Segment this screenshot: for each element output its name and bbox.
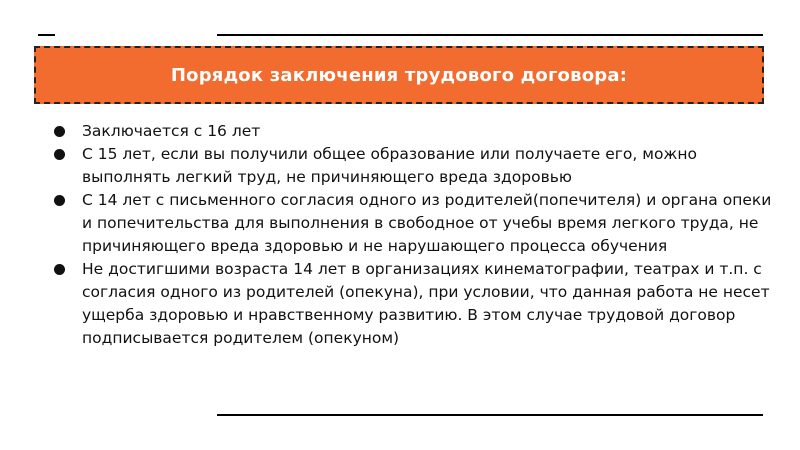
bullet-icon bbox=[54, 149, 65, 160]
bullet-icon bbox=[54, 195, 65, 206]
title-box bbox=[34, 46, 764, 104]
bullet-icon bbox=[54, 126, 65, 137]
decorative-line-short bbox=[38, 34, 55, 36]
bullet-text: С 15 лет, если вы получили общее образование или получаете его, можно выполнять легкий труд, не причиняющего вреда здоровью bbox=[82, 145, 698, 186]
slide-title: Порядок заключения трудового договора: bbox=[170, 64, 628, 86]
bullet-text: С 14 лет с письменного согласия одного из родителей(попечителя) и органа опеки и попечительства для выполнения в свободное от учебы время легкого труда, не причиняющего вреда здоровью и не нарушающего процесса обучения bbox=[82, 191, 772, 255]
bullet-icon bbox=[54, 264, 65, 275]
bullet-item bbox=[54, 258, 774, 350]
bullet-text: Не достигшими возраста 14 лет в организациях кинематографии, театрах и т.п. с согласия одного из родителей (опекуна), при условии, что данная работа не несет ущерба здоровью и нравственному развитию. В этом случае трудовой договор подписывается родителем (опекуном) bbox=[82, 260, 770, 347]
decorative-line-top bbox=[217, 34, 763, 36]
decorative-line-bottom bbox=[217, 414, 763, 416]
bullet-list bbox=[54, 120, 774, 350]
bullet-item bbox=[54, 143, 774, 189]
bullet-item bbox=[54, 189, 774, 258]
bullet-item bbox=[54, 120, 774, 143]
bullet-text: Заключается с 16 лет bbox=[82, 122, 261, 140]
